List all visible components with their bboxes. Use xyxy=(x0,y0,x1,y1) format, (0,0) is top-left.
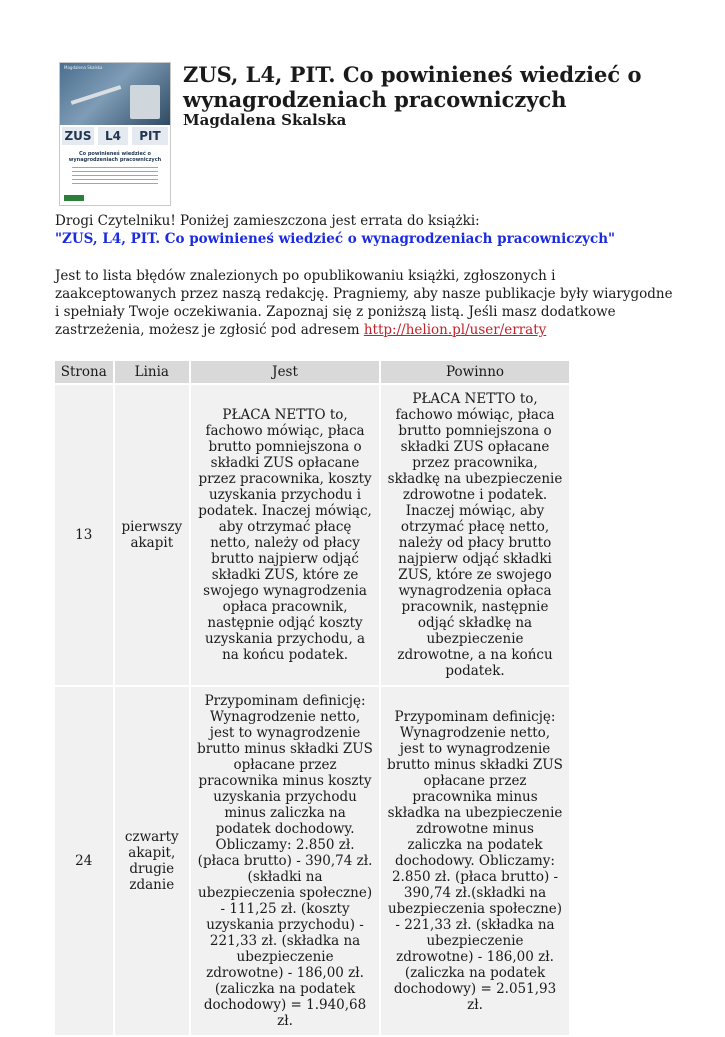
cover-letters xyxy=(60,127,170,147)
cell-strona: 24 xyxy=(55,687,113,1035)
cover-text-line xyxy=(72,167,158,168)
book-cover xyxy=(59,62,171,206)
intro xyxy=(55,212,675,248)
intro-greeting: Drogi Czytelniku! Poniżej zamieszczona jest errata do książki: xyxy=(55,213,480,229)
cover-letter-pit: PIT xyxy=(132,127,168,145)
table-row xyxy=(55,385,569,685)
cell-linia: czwarty akapit, drugie zdanie xyxy=(115,687,190,1035)
header-powinno: Powinno xyxy=(381,361,569,383)
cell-powinno: PŁACA NETTO to, fachowo mówiąc, płaca brutto pomniejszona o składki ZUS opłacane przez pracownika, składkę na ubezpieczenie zdrowotne i podatek. Inaczej mówiąc, aby otrzymać płacę netto, należy od płacy brutto najpierw odjąć składki ZUS, które ze swojego wynagrodzenia opłaca pracownik, następnie odjąć składkę na ubezpieczenie zdrowotne, a na końcu podatek. xyxy=(381,385,569,685)
cover-text-line xyxy=(72,179,158,180)
pen-shape xyxy=(71,85,122,105)
cover-letter-l4: L4 xyxy=(98,127,128,145)
publisher-logo xyxy=(64,195,84,201)
book-author: Magdalena Skalska xyxy=(183,111,347,129)
cover-letter-zus: ZUS xyxy=(62,127,94,145)
table-row xyxy=(55,687,569,1035)
cell-powinno: Przypominam definicję: Wynagrodzenie netto, jest to wynagrodzenie brutto minus składki ZUS opłacane przez pracownika minus składka na ubezpieczenie zdrowotne minus zaliczka na podatek dochodowy. Obliczamy: 2.850 zł. (płaca brutto) - 390,74 zł.(składki na ubezpieczenia społeczne) - 221,33 zł. (składka na ubezpieczenie zdrowotne) - 186,00 zł. (zaliczka na podatek dochodowy) = 2.051,93 zł. xyxy=(381,687,569,1035)
cell-jest: PŁACA NETTO to, fachowo mówiąc, płaca brutto pomniejszona o składki ZUS opłacane przez pracownika, koszty uzyskania przychodu i podatek. Inaczej mówiąc, aby otrzymać płacę netto, należy od płacy brutto najpierw odjąć składki ZUS, które ze swojego wynagrodzenia opłaca pracownik, następnie odjąć koszty uzyskania przychodu, a na końcu podatek. xyxy=(191,385,379,685)
intro-book-title: "ZUS, L4, PIT. Co powinieneś wiedzieć o wynagrodzeniach pracowniczych" xyxy=(55,231,616,247)
errata-link[interactable]: http://helion.pl/user/erraty xyxy=(363,322,547,338)
header-linia: Linia xyxy=(115,361,190,383)
book-title: ZUS, L4, PIT. Co powinieneś wiedzieć o wynagrodzeniach pracowniczych xyxy=(183,62,642,112)
errata-table xyxy=(53,359,571,1037)
cover-photo xyxy=(60,63,170,125)
cell-linia: pierwszy akapit xyxy=(115,385,190,685)
header-strona: Strona xyxy=(55,361,113,383)
cover-text-line xyxy=(72,183,158,184)
table-header-row xyxy=(55,361,569,383)
cell-jest: Przypominam definicję: Wynagrodzenie netto, jest to wynagrodzenie brutto minus składki ZUS opłacane przez pracownika minus koszty uzyskania przychodu minus zaliczka na podatek dochodowy. Obliczamy: 2.850 zł. (płaca brutto) - 390,74 zł.(składki na ubezpieczenia społeczne) - 111,25 zł. (koszty uzyskania przychodu) - 221,33 zł. (składka na ubezpieczenie zdrowotne) - 186,00 zł. (zaliczka na podatek dochodowy) = 1.940,68 zł. xyxy=(191,687,379,1035)
calculator-shape xyxy=(130,85,160,119)
cover-author: Magdalena Skalska xyxy=(64,65,103,70)
cover-text-line xyxy=(72,171,158,172)
cover-text-line xyxy=(72,175,158,176)
header-jest: Jest xyxy=(191,361,379,383)
cell-strona: 13 xyxy=(55,385,113,685)
body-paragraph xyxy=(55,267,675,339)
cover-title: Co powinieneś wiedzieć o wynagrodzeniach pracowniczych xyxy=(68,151,162,163)
body-text: Jest to lista błędów znalezionych po opublikowaniu książki, zgłoszonych i zaakceptowanych przez naszą redakcję. Pragniemy, aby nasze publikacje były wiarygodne i spełniały Twoje oczekiwania. Zapoznaj się z poniższą listą. Jeśli masz dodatkowe zastrzeżenia, możesz je zgłosić pod adresem xyxy=(55,268,673,338)
